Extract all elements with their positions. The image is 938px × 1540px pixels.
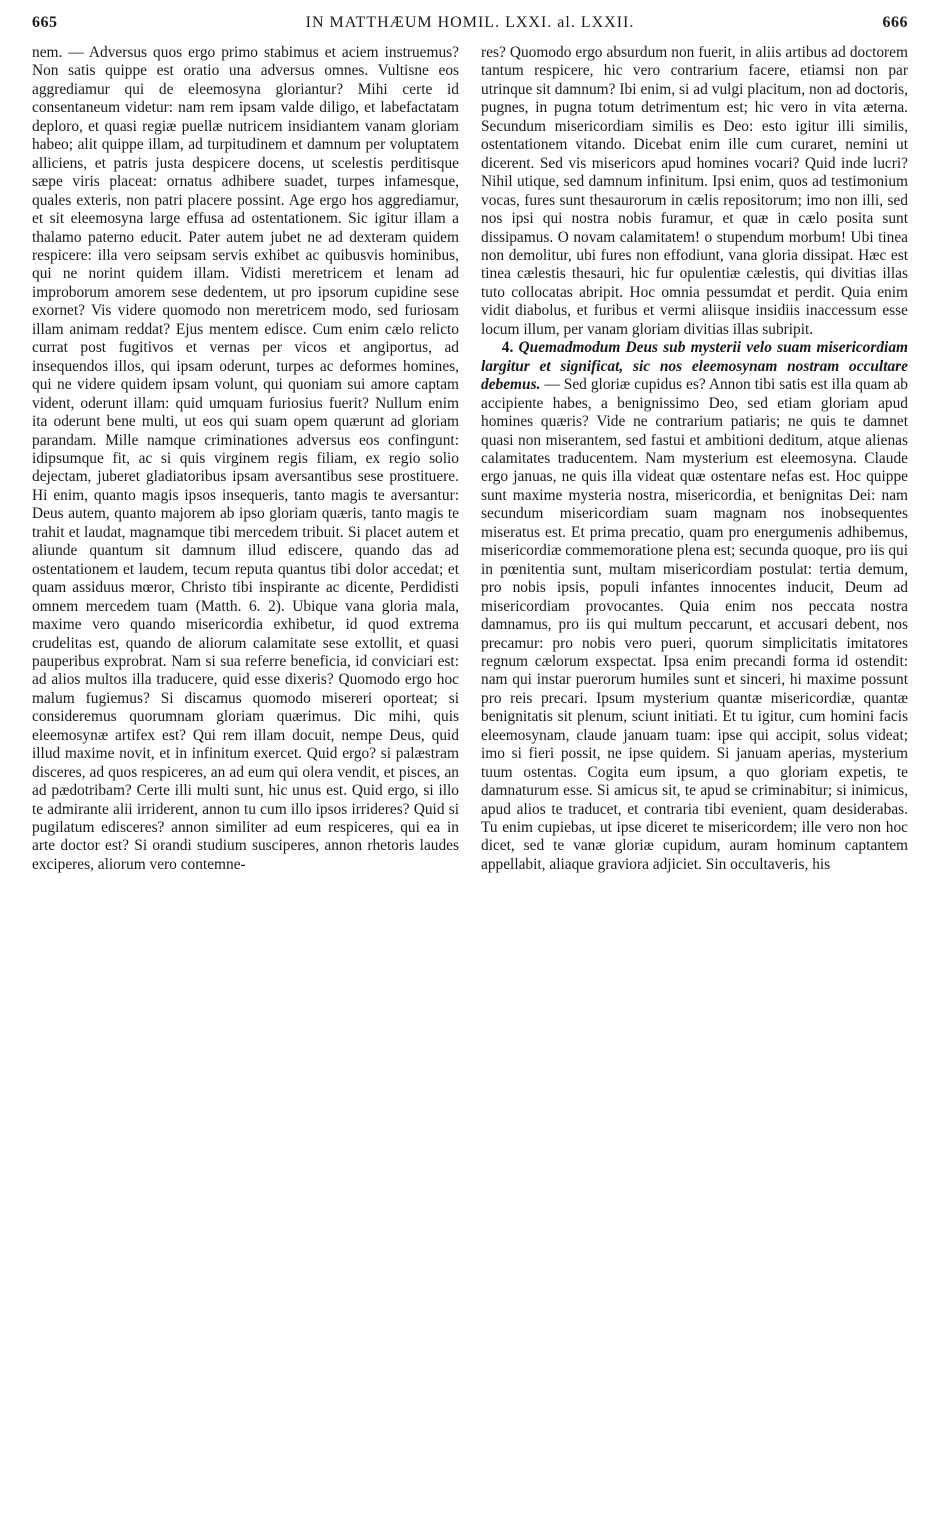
section-title: Quemadmodum Deus sub mysterii velo suam misericordiam largitur et significat, sic nos eleemosynam nostram occultare debemus.: [481, 339, 908, 394]
section-paragraph: [481, 339, 908, 874]
right-page-number: 666: [882, 14, 908, 31]
running-title: IN MATTHÆUM HOMIL. LXXI. al. LXXII.: [305, 14, 635, 31]
section-number: 4.: [501, 339, 514, 357]
page-header: [32, 14, 908, 42]
text-columns: [32, 44, 908, 1530]
left-column: [32, 44, 459, 1530]
right-column: [481, 44, 908, 1530]
left-page-number: 665: [32, 14, 58, 31]
left-column-text: nem. — Adversus quos ergo primo stabimus et aciem instruemus? Non satis quippe est oratio una adversus omnes. Vultisne eos aggrediamur qui de eleemosyna gloriantur? Mihi certe id consentaneum videtur: nam rem ipsam valde diligo, et labefactatam deploro, et quasi regiæ puellæ nutricem insidiantem vanam gloriam habeo; alit quippe illam, ad turpitudinem et damnum per voluptatem alliciens, et patris justa despicere docens, ut scelestis perditisque sæpe viris placeat: ornatus adhibere suadet, turpes infamesque, quales exteris, non patri placere possint. Age ergo hos aggrediamur, et sit eleemosyna large effusa ad ostentationem. Sic igitur illam a thalamo paterno educit. Pater autem jubet ne ad dexteram quidem respicere: illa vero seipsam servis exhibet ac quibusvis hominibus, qui ne norint quidem illam. Vidisti meretricem et lenam ad improborum amorem sese dedentem, ut pro ipsorum cupidine sese exornet? Vis videre quomodo non meretricem modo, sed furiosam illam animam reddat? Ejus mentem edisce. Cum enim cælo relicto currat post fugitivos et vernas per vicos et angiportus, ad insequendos illos, qui ipsam oderunt, turpes ac deformes homines, qui ne videre quidem ipsam volunt, qui quoniam sui amore captam vident, oderunt illam: quid umquam furiosius fuerit? Nullum enim ita oderunt bene multi, ut eos qui suam opem quærunt ad gloriam parandam. Mille namque criminationes adversus eos confingunt: idipsumque fit, ac si quis virginem regis filiam, ex regio solio dejectam, juberet gladiatoribus ipsam aversantibus sese prostituere. Hi enim, quanto magis ipsos insequeris, tanto magis te aversantur: Deus autem, quanto majorem ab ipso gloriam quæris, tanto magis te trahit et laudat, magnamque tibi mercedem tribuit. Si placet autem et aliunde quantum sit damnum illud ediscere, quando das ad ostentationem et laudem, tecum reputa quantus tibi dolor accedat; et quam assiduus mœror, Christo tibi inspirante ac dicente, Perdidisti omnem mercedem tuam (Matth. 6. 2). Ubique vana gloria mala, maxime vero quando misericordia exhibetur, id quod extrema crudelitas est, quando de aliorum calamitate sese extollit, et quasi pauperibus exprobrat. Nam si sua referre beneficia, id conviciari est: ad alios multos illa traducere, quid esse dixeris? Quomodo ergo hoc malum fugiemus? Si discamus quomodo misereri oporteat; si consideremus quorumnam gloriam quærimus. Dic mihi, quis eleemosynæ artifex est? Qui rem illam docuit, nempe Deus, quid illud maxime novit, et in infinitum exercet. Quid ergo? si palæstram disceres, ad quos respiceres, an ad eum qui olera vendit, et pisces, an ad pædotribam? Certe illi multi sunt, hic unus est. Quid ergo, si illo te admirante alii irriderent, annon tu cum illo ipsos irrideres? Quid si pugilatum edisceres? annon similiter ad eum respiceres, qui ea in arte doctor est? Si orandi studium susciperes, annon rhetoris laudes exciperes, aliorum vero contemne-: [32, 44, 459, 873]
right-column-text-1: res? Quomodo ergo absurdum non fuerit, in aliis artibus ad doctorem tantum respicere, hic vero contrarium facere, etiamsi non par utrinque sit damnum? Ibi enim, si ad vulgi placitum, non ad doctoris, pugnes, in pugna totum detrimentum est; hic vero in vita æterna. Secundum misericordiam similis es Deo: esto igitur illi similis, ostentationem vitando. Dicebat enim ille cum curaret, nemini ut dicerent. Sed vis misericors apud homines vocari? Quid inde lucri? Nihil utique, sed damnum infinitum. Ipsi enim, quos ad testimonium vocas, fures sunt thesaurorum in cælis repositorum; imo non illi, sed nos ipsi qui nostra nobis furamur, et quæ in cælo posita sunt dissipamus. O novam calamitatem! o stupendum morbum! Ubi tinea non demolitur, ubi fures non effodiunt, vana gloria dissipat. Hæc est tinea cælestis thesauri, hic fur opulentiæ cælestis, qui divitias illas tuto collocatas abripit. Hoc omnia pessumdat et perdit. Quia enim vidit diabolus, et furibus et vermi aliisque insidiis inaccessum esse locum illum, per vanam gloriam divitias illas subripit.: [481, 44, 908, 338]
right-column-text-2: — Sed gloriæ cupidus es? Annon tibi satis est illa quam ab accipiente habes, a benignissimo Deo, sed etiam gloriam apud homines quæris? Vide ne contrarium patiaris; ne quis te damnet quasi non miserantem, sed fastui et ambitioni deditum, atque alienas calamitates traducentem. Nam mysterium est eleemosyna. Claude ergo januas, ne quis illa videat quæ ostentare nefas est. Hoc quippe sunt maxime mysteria nostra, misericordia, et benignitas Dei: nam secundum misericordiam suam magnam nos inobsequentes miseratus est. Et prima precatio, quam pro energumenis adhibemus, misericordiæ commemoratione plena est; secunda quoque, pro iis qui in pœnitentia sunt, multam misericordiam postulat: tertia demum, pro nobis ipsis, populi infantes innocentes inducit, Deum ad misericordiam provocantes. Quia enim nos peccata nostra damnamus, pro iis qui multum peccarunt, et accusari debent, nos precamur: pro nobis vero pueri, quorum simplicitatis imitatores regnum cælorum exspectat. Ipsa enim precandi forma id ostendit: nam qui instar puerorum humiles sunt et sinceri, hi maxime possunt pro reis precari. Ipsum mysterium quantæ misericordiæ, quantæ benignitatis sit plenum, sciunt initiati. Et tu igitur, cum homini facis eleemosynam, claude januam tuam: ipse qui accipit, solus videat; imo si fieri possit, ne ipse quidem. Si januam aperias, mysterium tuum ostentas. Cogita eum ipsum, a quo gloriam expetis, te damnaturum esse. Si amicus sit, te apud se criminabitur; si inimicus, apud alios te traducet, et contraria tibi evenient, quam desiderabas. Tu enim cupiebas, ut ipse diceret te misericordem; ille vero non hoc dicet, sed te vanæ gloriæ cupidum, auram hominum captantem appellabit, aliaque graviora adjiciet. Sin occultaveris, his: [481, 376, 908, 873]
